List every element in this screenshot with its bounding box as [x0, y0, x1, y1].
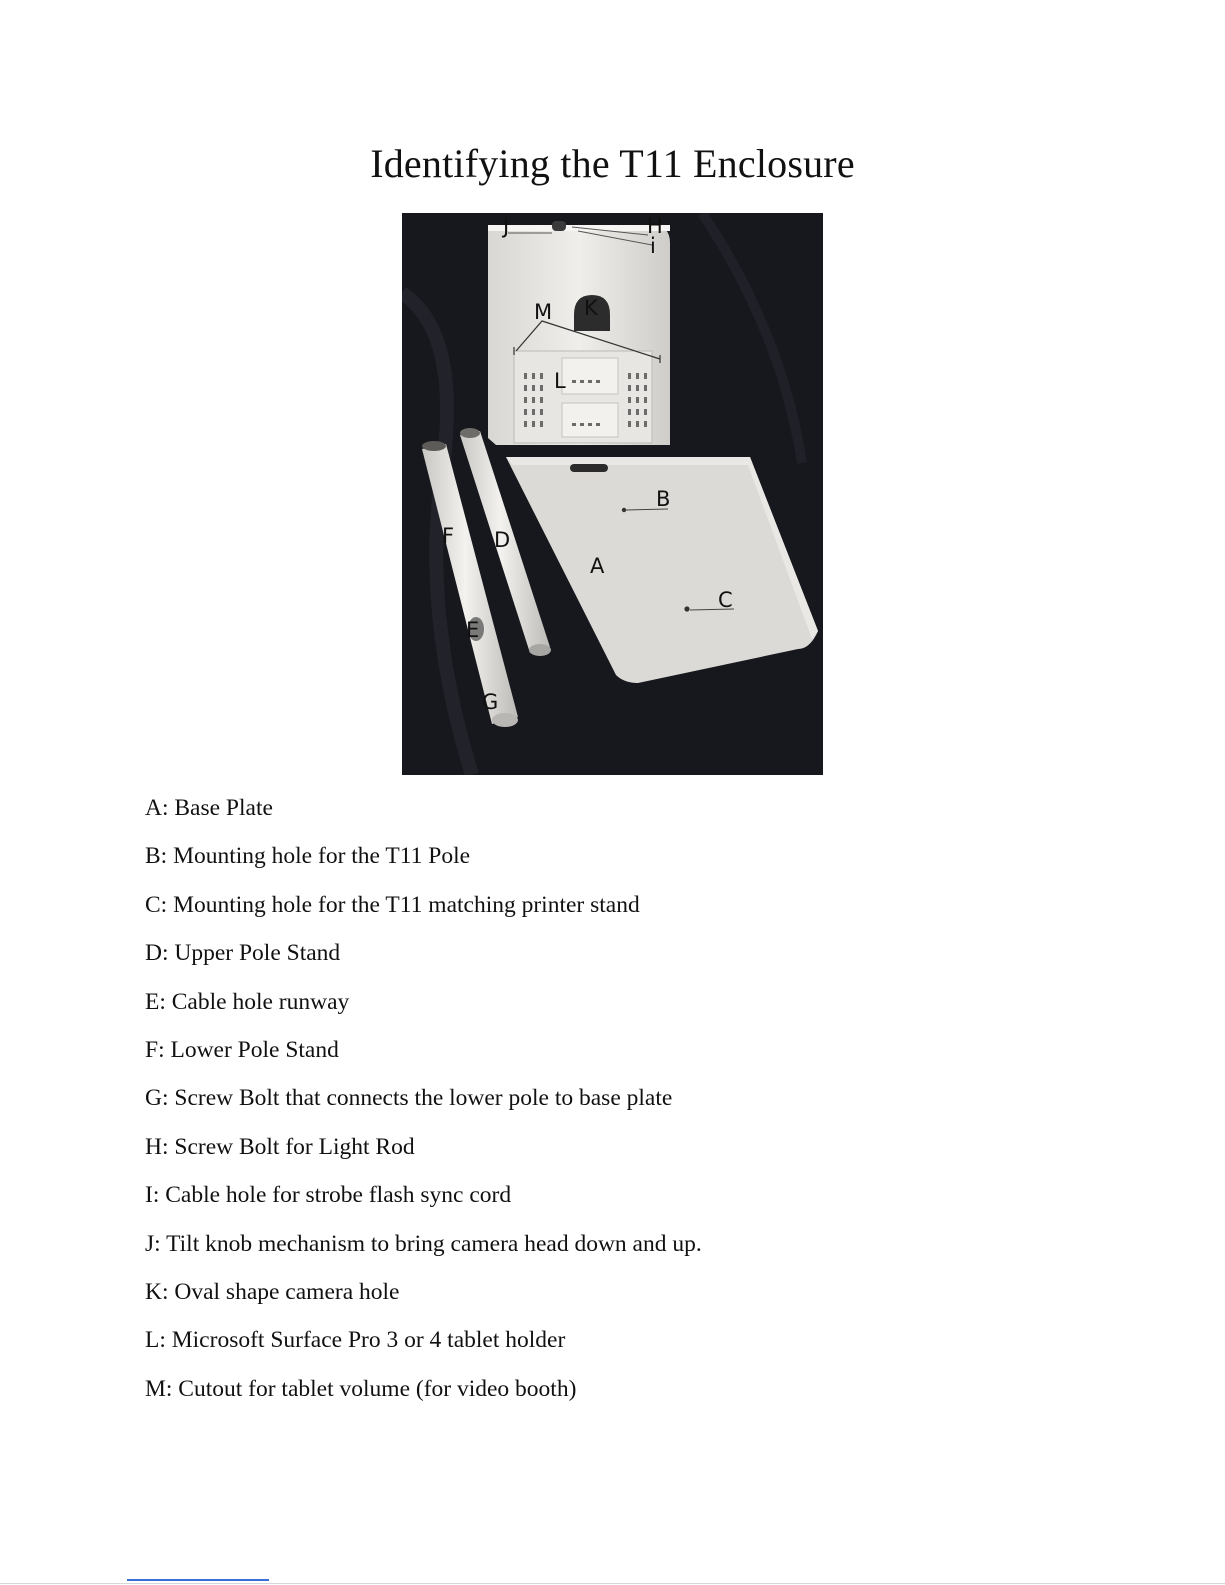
legend-item-h: H: Screw Bolt for Light Rod: [145, 1133, 415, 1160]
legend-item-m: M: Cutout for tablet volume (for video booth): [145, 1375, 577, 1402]
enclosure-photo: [402, 213, 823, 775]
callout-b: B: [656, 487, 671, 511]
legend-item-l: L: Microsoft Surface Pro 3 or 4 tablet holder: [145, 1327, 566, 1354]
legend-item-f: F: Lower Pole Stand: [145, 1036, 339, 1063]
callout-c: C: [718, 588, 733, 612]
parts-legend: [145, 795, 702, 1424]
legend-item-d: D: Upper Pole Stand: [145, 940, 341, 967]
legend-item-g: G: Screw Bolt that connects the lower pole to base plate: [145, 1085, 673, 1112]
callout-a: A: [590, 554, 605, 578]
callout-l: L: [554, 369, 566, 393]
footer-divider: [0, 1583, 1225, 1584]
callout-f: F: [442, 524, 455, 548]
legend-item-e: E: Cable hole runway: [145, 988, 350, 1015]
callout-e: E: [466, 618, 480, 642]
legend-item-a: A: Base Plate: [145, 795, 273, 821]
callout-i: i: [650, 234, 656, 258]
legend-item-c: C: Mounting hole for the T11 matching printer stand: [145, 891, 640, 918]
callout-k: K: [584, 296, 598, 320]
callout-d: D: [494, 528, 511, 552]
page-title: Identifying the T11 Enclosure: [370, 141, 855, 186]
callout-h: H: [647, 214, 663, 238]
legend-item-i: I: Cable hole for strobe flash sync cord: [145, 1182, 512, 1209]
callout-m: M: [534, 300, 553, 324]
callout-j: J: [503, 214, 510, 238]
enclosure-box: [488, 221, 670, 445]
legend-item-k: K: Oval shape camera hole: [145, 1278, 400, 1305]
callout-g: G: [482, 690, 499, 714]
legend-item-b: B: Mounting hole for the T11 Pole: [145, 843, 471, 870]
footer-link-underline[interactable]: [127, 1579, 269, 1581]
legend-item-j: J: Tilt knob mechanism to bring camera head down and up.: [145, 1230, 702, 1257]
